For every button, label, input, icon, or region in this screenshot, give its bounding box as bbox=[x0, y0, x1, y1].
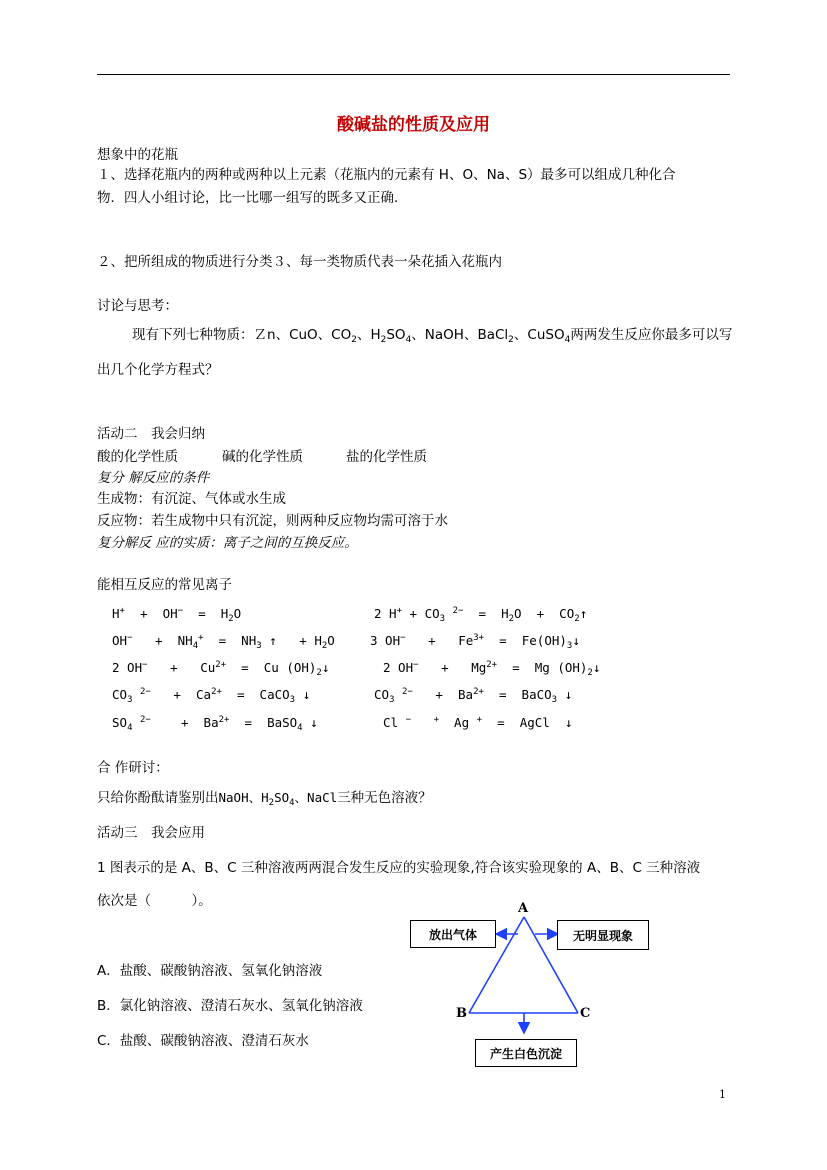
acid-properties: 酸的化学性质 bbox=[97, 449, 178, 465]
ion-equation-h-oh: $H^+ + OH^- = H_2O$ bbox=[112, 606, 242, 624]
activity2-heading: 活动二 我会归纳 bbox=[97, 426, 205, 442]
ion-equation-so4-ba: $SO_4$ $^{2-}$ + $Ba^{2+}$ = BaSO$_4$ ↓ bbox=[112, 715, 318, 733]
label-no-visible-change: 无明显现象 bbox=[557, 920, 649, 950]
substance-cuo: CuO bbox=[289, 327, 318, 343]
substance-zn: Ｚn bbox=[253, 327, 276, 343]
ion-equation-h-co3: 2 $H^+ + CO_3$ $^{2-} = H_2O$ + $CO_2↑$ bbox=[374, 606, 588, 624]
substance-naoh: NaOH bbox=[424, 327, 464, 343]
reaction-essence: 复分解反 应的实质：离子之间的互换反应。 bbox=[97, 535, 358, 551]
ion-equation-oh-nh4: $OH^- + NH_4^+ = NH_3$ ↑ + $H_2O$ bbox=[112, 633, 335, 651]
cooperation-heading: 合 作研讨： bbox=[97, 760, 169, 776]
activity3-question-line1: 1 图表示的是 A、B、C 三种溶液两两混合发生反应的实验现象,符合该实验现象的 A、B、C 三种溶液 bbox=[97, 860, 701, 876]
option-c: C．盐酸、碳酸钠溶液、澄清石灰水 bbox=[97, 1033, 309, 1049]
vertex-c: C bbox=[580, 1006, 591, 1021]
ion-equation-co3-ca: $CO_3$ $^{2-} + Ca^{2+}$ = CaCO$_3$ ↓ bbox=[112, 687, 311, 705]
label-gas-released: 放出气体 bbox=[410, 920, 496, 948]
vertex-a: A bbox=[518, 901, 529, 916]
base-properties: 碱的化学性质 bbox=[222, 449, 303, 465]
option-a: A．盐酸、碳酸钠溶液、氢氧化钠溶液 bbox=[97, 963, 323, 979]
question-2: ２、把所组成的物质进行分类３、每一类物质代表一朵花插入花瓶内 bbox=[97, 254, 502, 270]
discussion-heading: 讨论与思考： bbox=[97, 298, 178, 314]
reagents: NaOH、$H_2SO_4$、NaCl bbox=[218, 790, 338, 808]
substance-h2so4: $H_2SO_4$ bbox=[370, 327, 412, 345]
salt-properties: 盐的化学性质 bbox=[346, 449, 427, 465]
substance-co2: $CO_2$ bbox=[331, 327, 357, 345]
reactants-rule: 反应物：若生成物中只有沉淀，则两种反应物均需可溶于水 bbox=[97, 513, 448, 529]
activity3-heading: 活动三 我会应用 bbox=[97, 825, 205, 841]
ion-equation-cl-ag: Cl − + Ag + = AgCl ↓ bbox=[383, 715, 573, 730]
section-heading-vase: 想象中的花瓶 bbox=[97, 147, 178, 163]
page-title: 酸碱盐的性质及应用 bbox=[337, 115, 490, 135]
header-rule bbox=[97, 74, 730, 75]
condition-heading: 复分 解反应的条件 bbox=[97, 470, 210, 486]
cooperation-question-suffix: 三种无色溶液？ bbox=[337, 790, 432, 806]
substances-suffix: 两两发生反应你最多可以写 bbox=[570, 327, 733, 343]
option-b: B．氯化钠溶液、澄清石灰水、氢氧化钠溶液 bbox=[97, 998, 363, 1014]
page-number: 1 bbox=[719, 1088, 726, 1101]
discussion-line2: 出几个化学方程式？ bbox=[97, 362, 219, 378]
ion-equation-oh-mg: 2 $OH^- + Mg^{2+} = Mg$ $(OH)_2↓$ bbox=[383, 660, 601, 678]
activity3-question-line2: 依次是（ ）。 bbox=[97, 893, 212, 909]
substance-bacl2: BaCl$_2$ bbox=[477, 327, 514, 345]
question-1-line1: １、选择花瓶内的两种或两种以上元素（花瓶内的元素有 H、O、Na、S）最多可以组成几种化合 bbox=[97, 167, 676, 183]
cooperation-question bbox=[97, 789, 432, 812]
label-white-precipitate: 产生白色沉淀 bbox=[475, 1039, 577, 1067]
discussion-paragraph: 现有下列七种物质：Ｚn、CuO、$CO_2$、$H_2SO_4$、NaOH、BaCl$_2$、CuSO$_4$两两发生反应你最多可以写 bbox=[132, 327, 733, 345]
substance-cuso4: CuSO$_4$ bbox=[527, 327, 571, 345]
cooperation-question-prefix: 只给你酚酞请鉴别出 bbox=[97, 790, 219, 806]
substances-prefix: 现有下列七种物质： bbox=[132, 327, 254, 343]
ion-equation-co3-ba: $CO_3$ $^{2-} + Ba^{2+}$ = BaCO$_3$ ↓ bbox=[374, 687, 573, 705]
ion-equation-oh-fe: 3 $OH^- + Fe^{3+}$ = $Fe(OH)_3↓$ bbox=[370, 633, 580, 651]
ions-heading: 能相互反应的常见离子 bbox=[97, 577, 232, 593]
vertex-b: B bbox=[456, 1006, 467, 1021]
ion-equation-oh-cu: 2 $OH^- + Cu^{2+} = Cu$ $(OH)_2↓$ bbox=[112, 660, 330, 678]
question-1-line2: 物．四人小组讨论，比一比哪一组写的既多又正确． bbox=[97, 190, 408, 206]
products-rule: 生成物：有沉淀、气体或水生成 bbox=[97, 491, 286, 507]
